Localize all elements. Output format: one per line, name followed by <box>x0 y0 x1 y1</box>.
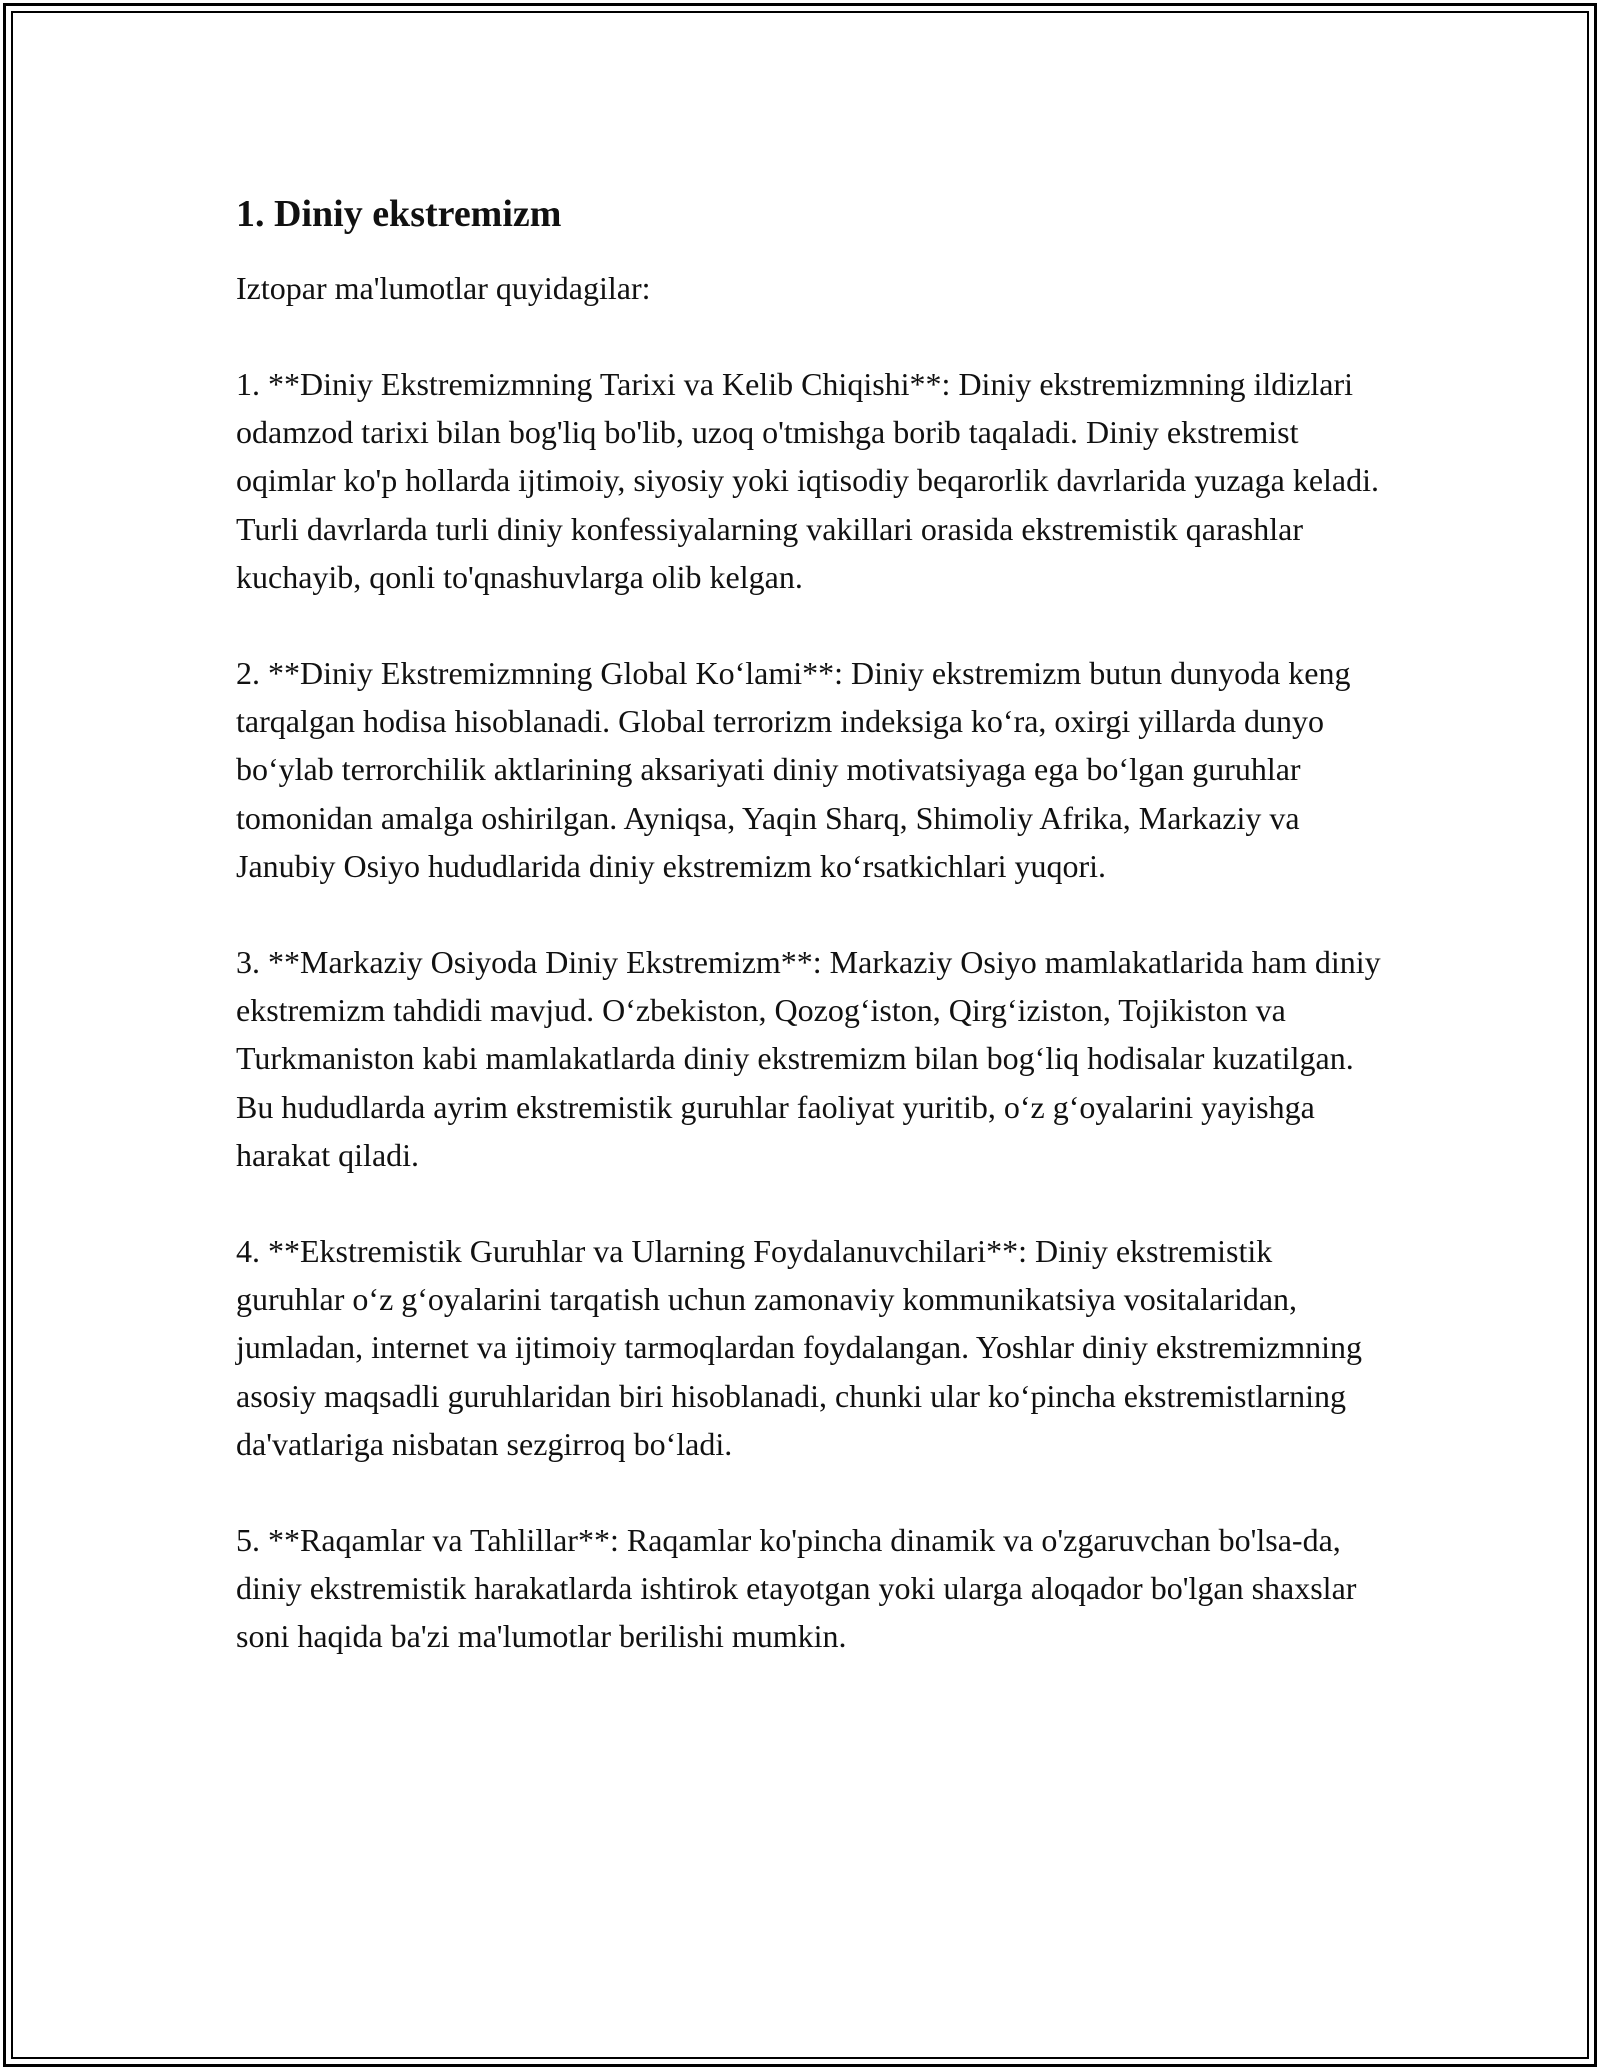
intro-paragraph: Iztopar ma'lumotlar quyidagilar: <box>236 270 651 306</box>
list-item-5: 5. **Raqamlar va Tahlillar**: Raqamlar ko'pincha dinamik va o'zgaruvchan bo'lsa-da, diniy ekstremistik harakatlarda ishtirok etayotgan yoki ularga aloqador bo'lgan shaxslar soni haqida ba'zi ma'lumotlar berilishi mumkin. <box>236 1522 1357 1655</box>
document-body <box>236 190 1386 1661</box>
section-heading: 1. Diniy ekstremizm <box>236 193 562 235</box>
list-item-1: 1. **Diniy Ekstremizmning Tarixi va Kelib Chiqishi**: Diniy ekstremizmning ildizlari odamzod tarixi bilan bog'liq bo'lib, uzoq o'tmishga borib taqaladi. Diniy ekstremist oqimlar ko'p hollarda ijtimoiy, siyosiy yoki iqtisodiy beqarorlik davrlarida yuzaga keladi. Turli davrlarda turli diniy konfessiyalarning vakillari orasida ekstremistik qarashlar kuchayib, qonli to'qnashuvlarga olib kelgan. <box>236 366 1379 595</box>
list-item-4: 4. **Ekstremistik Guruhlar va Ularning Foydalanuvchilari**: Diniy ekstremistik guruhlar o‘z g‘oyalarini tarqatish uchun zamonaviy kommunikatsiya vositalaridan, jumladan, internet va ijtimoiy tarmoqlardan foydalangan. Yoshlar diniy ekstremizmning asosiy maqsadli guruhlaridan biri hisoblanadi, chunki ular ko‘pincha ekstremistlarning da'vatlariga nisbatan sezgirroq bo‘ladi. <box>236 1233 1362 1462</box>
list-item-2: 2. **Diniy Ekstremizmning Global Ko‘lami**: Diniy ekstremizm butun dunyoda keng tarqalgan hodisa hisoblanadi. Global terrorizm indeksiga ko‘ra, oxirgi yillarda dunyo bo‘ylab terrorchilik aktlarining aksariyati diniy motivatsiyaga ega bo‘lgan guruhlar tomonidan amalga oshirilgan. Ayniqsa, Yaqin Sharq, Shimoliy Afrika, Markaziy va Janubiy Osiyo hududlarida diniy ekstremizm ko‘rsatkichlari yuqori. <box>236 655 1351 884</box>
list-item-3: 3. **Markaziy Osiyoda Diniy Ekstremizm**: Markaziy Osiyo mamlakatlarida ham diniy ekstremizm tahdidi mavjud. O‘zbekiston, Qozog‘iston, Qirg‘iziston, Tojikiston va Turkmaniston kabi mamlakatlarda diniy ekstremizm bilan bog‘liq hodisalar kuzatilgan. Bu hududlarda ayrim ekstremistik guruhlar faoliyat yuritib, o‘z g‘oyalarini yayishga harakat qiladi. <box>236 944 1381 1173</box>
